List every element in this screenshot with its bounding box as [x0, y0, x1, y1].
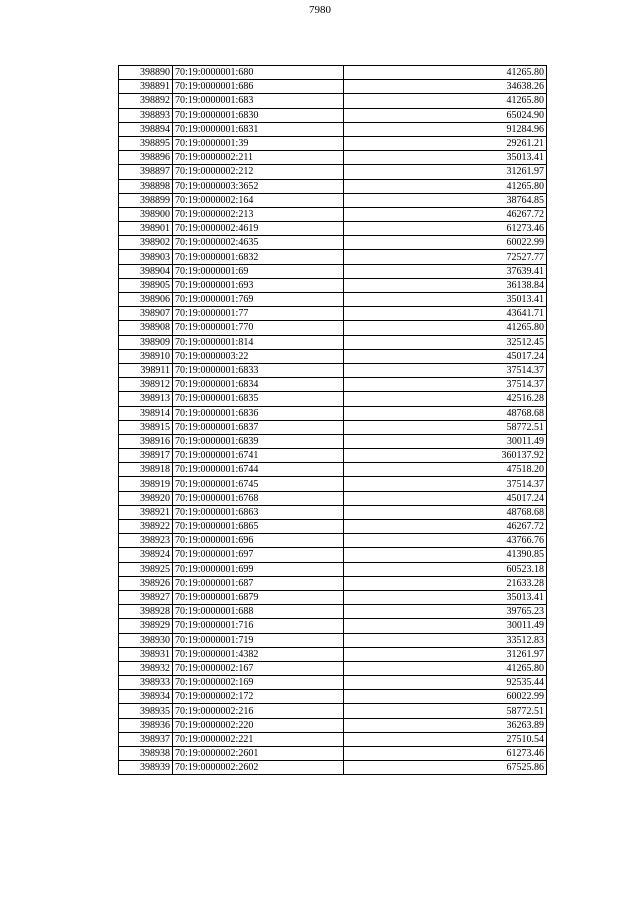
value-cell: 41390.85	[344, 548, 547, 562]
row-number-cell: 398939	[119, 761, 173, 775]
row-number-cell: 398920	[119, 491, 173, 505]
row-number-cell: 398917	[119, 449, 173, 463]
value-cell: 35013.41	[344, 590, 547, 604]
row-number-cell: 398926	[119, 576, 173, 590]
row-number-cell: 398897	[119, 165, 173, 179]
cadastral-number-cell: 70:19:0000001:6744	[173, 463, 344, 477]
value-cell: 41265.80	[344, 66, 547, 80]
cadastral-number-cell: 70:19:0000001:6832	[173, 250, 344, 264]
row-number-cell: 398893	[119, 108, 173, 122]
value-cell: 27510.54	[344, 732, 547, 746]
table-row	[119, 222, 547, 236]
value-cell: 65024.90	[344, 108, 547, 122]
cadastral-number-cell: 70:19:0000003:22	[173, 349, 344, 363]
table-row	[119, 520, 547, 534]
value-cell: 41265.80	[344, 321, 547, 335]
cadastral-number-cell: 70:19:0000002:216	[173, 704, 344, 718]
row-number-cell: 398924	[119, 548, 173, 562]
row-number-cell: 398932	[119, 661, 173, 675]
row-number-cell: 398915	[119, 420, 173, 434]
row-number-cell: 398930	[119, 633, 173, 647]
row-number-cell: 398913	[119, 392, 173, 406]
cadastral-number-cell: 70:19:0000001:697	[173, 548, 344, 562]
value-cell: 45017.24	[344, 491, 547, 505]
table-row	[119, 80, 547, 94]
value-cell: 36138.84	[344, 278, 547, 292]
value-cell: 31261.97	[344, 165, 547, 179]
row-number-cell: 398921	[119, 505, 173, 519]
cadastral-number-cell: 70:19:0000002:4619	[173, 222, 344, 236]
cadastral-number-cell: 70:19:0000001:6835	[173, 392, 344, 406]
cadastral-number-cell: 70:19:0000001:6833	[173, 363, 344, 377]
cadastral-number-cell: 70:19:0000002:211	[173, 151, 344, 165]
value-cell: 33512.83	[344, 633, 547, 647]
value-cell: 46267.72	[344, 520, 547, 534]
table-row	[119, 463, 547, 477]
value-cell: 38764.85	[344, 193, 547, 207]
table-row	[119, 491, 547, 505]
table-row	[119, 605, 547, 619]
cadastral-number-cell: 70:19:0000001:6836	[173, 406, 344, 420]
row-number-cell: 398935	[119, 704, 173, 718]
table-row	[119, 179, 547, 193]
cadastral-number-cell: 70:19:0000002:2602	[173, 761, 344, 775]
cadastral-number-cell: 70:19:0000001:6830	[173, 108, 344, 122]
cadastral-number-cell: 70:19:0000002:220	[173, 718, 344, 732]
cadastral-number-cell: 70:19:0000001:770	[173, 321, 344, 335]
table-row	[119, 307, 547, 321]
value-cell: 36263.89	[344, 718, 547, 732]
cadastral-number-cell: 70:19:0000001:699	[173, 562, 344, 576]
row-number-cell: 398905	[119, 278, 173, 292]
cadastral-number-cell: 70:19:0000001:6741	[173, 449, 344, 463]
cadastral-number-cell: 70:19:0000003:3652	[173, 179, 344, 193]
table-row	[119, 108, 547, 122]
cadastral-number-cell: 70:19:0000001:4382	[173, 647, 344, 661]
table-row	[119, 278, 547, 292]
cadastral-number-cell: 70:19:0000001:6831	[173, 122, 344, 136]
cadastral-number-cell: 70:19:0000001:683	[173, 94, 344, 108]
cadastral-number-cell: 70:19:0000001:686	[173, 80, 344, 94]
row-number-cell: 398903	[119, 250, 173, 264]
row-number-cell: 398922	[119, 520, 173, 534]
table-row	[119, 576, 547, 590]
row-number-cell: 398911	[119, 363, 173, 377]
value-cell: 41265.80	[344, 179, 547, 193]
value-cell: 42516.28	[344, 392, 547, 406]
row-number-cell: 398900	[119, 207, 173, 221]
table-row	[119, 406, 547, 420]
value-cell: 48768.68	[344, 406, 547, 420]
table-row	[119, 704, 547, 718]
table-row	[119, 747, 547, 761]
row-number-cell: 398890	[119, 66, 173, 80]
value-cell: 46267.72	[344, 207, 547, 221]
value-cell: 30011.49	[344, 619, 547, 633]
row-number-cell: 398916	[119, 434, 173, 448]
table-row	[119, 236, 547, 250]
table-row	[119, 293, 547, 307]
cadastral-number-cell: 70:19:0000002:4635	[173, 236, 344, 250]
cadastral-number-cell: 70:19:0000001:69	[173, 264, 344, 278]
value-cell: 45017.24	[344, 349, 547, 363]
cadastral-number-cell: 70:19:0000002:2601	[173, 747, 344, 761]
table-row	[119, 690, 547, 704]
table-row	[119, 94, 547, 108]
value-cell: 72527.77	[344, 250, 547, 264]
page-number: 7980	[309, 4, 331, 16]
table-row	[119, 392, 547, 406]
table-row	[119, 66, 547, 80]
table-body	[119, 66, 547, 775]
table-row	[119, 718, 547, 732]
table-row	[119, 335, 547, 349]
table-row	[119, 434, 547, 448]
cadastral-number-cell: 70:19:0000002:212	[173, 165, 344, 179]
value-cell: 39765.23	[344, 605, 547, 619]
table-row	[119, 151, 547, 165]
row-number-cell: 398919	[119, 477, 173, 491]
value-cell: 60022.99	[344, 236, 547, 250]
table-row	[119, 661, 547, 675]
cadastral-number-cell: 70:19:0000001:769	[173, 293, 344, 307]
cadastral-number-cell: 70:19:0000001:77	[173, 307, 344, 321]
row-number-cell: 398908	[119, 321, 173, 335]
cadastral-number-cell: 70:19:0000001:6837	[173, 420, 344, 434]
row-number-cell: 398909	[119, 335, 173, 349]
value-cell: 41265.80	[344, 661, 547, 675]
row-number-cell: 398912	[119, 378, 173, 392]
cadastral-number-cell: 70:19:0000001:39	[173, 136, 344, 150]
table-row	[119, 647, 547, 661]
value-cell: 29261.21	[344, 136, 547, 150]
table-row	[119, 264, 547, 278]
value-cell: 92535.44	[344, 676, 547, 690]
cadastral-number-cell: 70:19:0000001:6863	[173, 505, 344, 519]
value-cell: 37514.37	[344, 378, 547, 392]
row-number-cell: 398904	[119, 264, 173, 278]
table-row	[119, 378, 547, 392]
cadastral-number-cell: 70:19:0000001:719	[173, 633, 344, 647]
table-row	[119, 193, 547, 207]
row-number-cell: 398937	[119, 732, 173, 746]
value-cell: 43766.76	[344, 534, 547, 548]
value-cell: 21633.28	[344, 576, 547, 590]
row-number-cell: 398918	[119, 463, 173, 477]
cadastral-number-cell: 70:19:0000001:693	[173, 278, 344, 292]
value-cell: 58772.51	[344, 420, 547, 434]
cadastral-number-cell: 70:19:0000002:221	[173, 732, 344, 746]
value-cell: 91284.96	[344, 122, 547, 136]
table-row	[119, 732, 547, 746]
table-row	[119, 590, 547, 604]
cadastral-number-cell: 70:19:0000001:814	[173, 335, 344, 349]
value-cell: 58772.51	[344, 704, 547, 718]
value-cell: 47518.20	[344, 463, 547, 477]
table-row	[119, 477, 547, 491]
value-cell: 43641.71	[344, 307, 547, 321]
table-row	[119, 619, 547, 633]
value-cell: 60022.99	[344, 690, 547, 704]
table-row	[119, 363, 547, 377]
row-number-cell: 398891	[119, 80, 173, 94]
cadastral-number-cell: 70:19:0000002:167	[173, 661, 344, 675]
table-row	[119, 633, 547, 647]
value-cell: 360137.92	[344, 449, 547, 463]
cadastral-number-cell: 70:19:0000002:213	[173, 207, 344, 221]
row-number-cell: 398925	[119, 562, 173, 576]
row-number-cell: 398923	[119, 534, 173, 548]
table-row	[119, 349, 547, 363]
cadastral-number-cell: 70:19:0000001:6745	[173, 477, 344, 491]
row-number-cell: 398914	[119, 406, 173, 420]
table-row	[119, 761, 547, 775]
table-row	[119, 321, 547, 335]
table-row	[119, 250, 547, 264]
value-cell: 37639.41	[344, 264, 547, 278]
value-cell: 35013.41	[344, 151, 547, 165]
value-cell: 61273.46	[344, 222, 547, 236]
table-row	[119, 207, 547, 221]
value-cell: 37514.37	[344, 363, 547, 377]
table-row	[119, 534, 547, 548]
row-number-cell: 398936	[119, 718, 173, 732]
cadastral-number-cell: 70:19:0000002:164	[173, 193, 344, 207]
cadastral-number-cell: 70:19:0000001:716	[173, 619, 344, 633]
row-number-cell: 398896	[119, 151, 173, 165]
row-number-cell: 398899	[119, 193, 173, 207]
cadastral-number-cell: 70:19:0000001:680	[173, 66, 344, 80]
row-number-cell: 398902	[119, 236, 173, 250]
row-number-cell: 398933	[119, 676, 173, 690]
table-row	[119, 676, 547, 690]
row-number-cell: 398928	[119, 605, 173, 619]
value-cell: 31261.97	[344, 647, 547, 661]
value-cell: 30011.49	[344, 434, 547, 448]
table-row	[119, 165, 547, 179]
cadastral-number-cell: 70:19:0000001:6768	[173, 491, 344, 505]
value-cell: 37514.37	[344, 477, 547, 491]
cadastral-number-cell: 70:19:0000002:169	[173, 676, 344, 690]
row-number-cell: 398931	[119, 647, 173, 661]
value-cell: 41265.80	[344, 94, 547, 108]
cadastral-number-cell: 70:19:0000001:688	[173, 605, 344, 619]
table-row	[119, 122, 547, 136]
cadastral-number-cell: 70:19:0000001:6879	[173, 590, 344, 604]
data-table	[118, 65, 547, 775]
row-number-cell: 398938	[119, 747, 173, 761]
value-cell: 61273.46	[344, 747, 547, 761]
cadastral-number-cell: 70:19:0000001:696	[173, 534, 344, 548]
table-row	[119, 420, 547, 434]
row-number-cell: 398895	[119, 136, 173, 150]
value-cell: 35013.41	[344, 293, 547, 307]
cadastral-number-cell: 70:19:0000001:6834	[173, 378, 344, 392]
table-row	[119, 548, 547, 562]
value-cell: 48768.68	[344, 505, 547, 519]
value-cell: 34638.26	[344, 80, 547, 94]
row-number-cell: 398929	[119, 619, 173, 633]
value-cell: 32512.45	[344, 335, 547, 349]
table-row	[119, 136, 547, 150]
cadastral-number-cell: 70:19:0000002:172	[173, 690, 344, 704]
table-row	[119, 562, 547, 576]
row-number-cell: 398901	[119, 222, 173, 236]
cadastral-number-cell: 70:19:0000001:6865	[173, 520, 344, 534]
cadastral-number-cell: 70:19:0000001:687	[173, 576, 344, 590]
value-cell: 67525.86	[344, 761, 547, 775]
row-number-cell: 398892	[119, 94, 173, 108]
table-row	[119, 505, 547, 519]
row-number-cell: 398934	[119, 690, 173, 704]
row-number-cell: 398907	[119, 307, 173, 321]
row-number-cell: 398894	[119, 122, 173, 136]
row-number-cell: 398898	[119, 179, 173, 193]
table-row	[119, 449, 547, 463]
row-number-cell: 398927	[119, 590, 173, 604]
value-cell: 60523.18	[344, 562, 547, 576]
row-number-cell: 398906	[119, 293, 173, 307]
row-number-cell: 398910	[119, 349, 173, 363]
cadastral-number-cell: 70:19:0000001:6839	[173, 434, 344, 448]
